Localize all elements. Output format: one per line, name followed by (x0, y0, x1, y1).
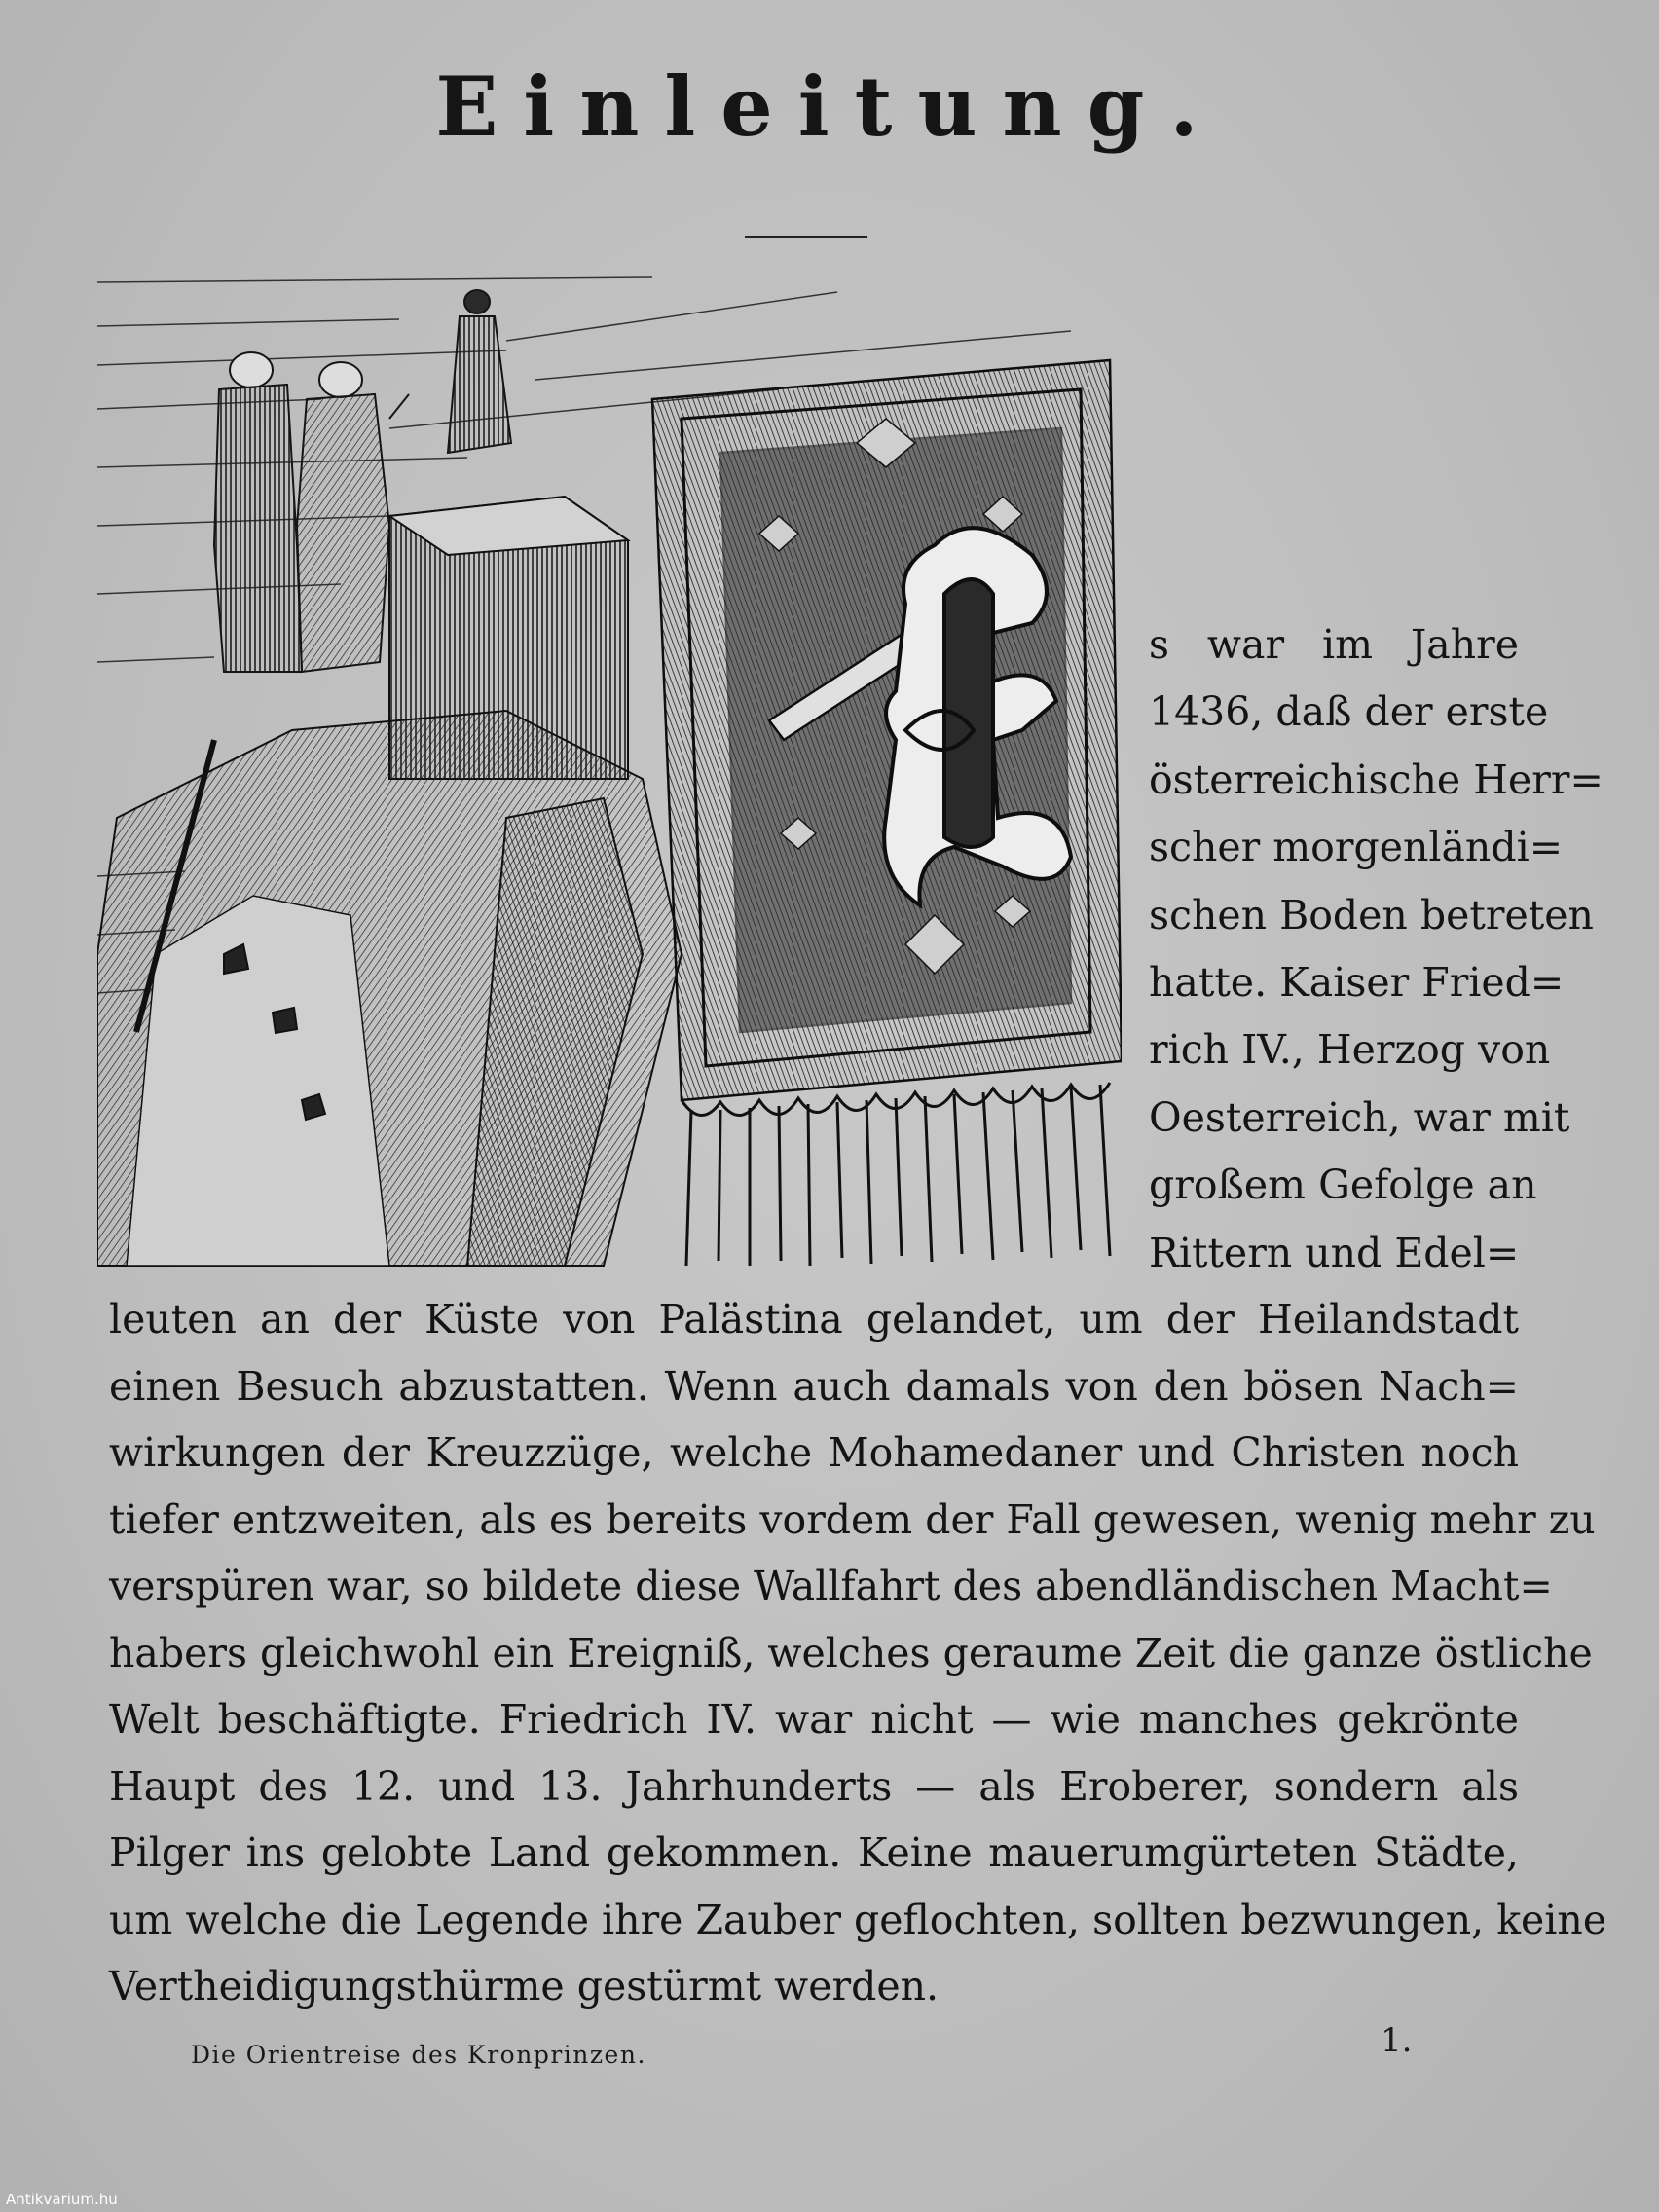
text-line: schen Boden betreten (1149, 891, 1594, 939)
text-line: habers gleichwohl ein Ereigniß, welches geraume Zeit die ganze östliche (109, 1629, 1593, 1677)
text-line: hatte. Kaiser Fried= (1149, 959, 1565, 1007)
text-line: leuten an der Küste von Palästina gelandet, um der Heilandstadt (109, 1296, 1519, 1343)
page-number: 1. (1381, 2021, 1413, 2060)
text-line: s war im Jahre (1149, 621, 1519, 668)
text-line: Rittern und Edel= (1149, 1229, 1520, 1276)
chapter-title: Einleitung. (435, 58, 1224, 155)
text-line: österreichische Herr= (1149, 756, 1604, 803)
text-line: großem Gefolge an (1149, 1161, 1537, 1209)
rug (652, 360, 1122, 1266)
draped-cloth (97, 711, 682, 1266)
text-line: verspüren war, so bildete diese Wallfahrt des abendländischen Macht= (109, 1563, 1553, 1609)
text-line: Haupt des 12. und 13. Jahrhunderts — als Eroberer, sondern als (109, 1762, 1519, 1810)
text-line: Vertheidigungsthürme gestürmt werden. (109, 1963, 940, 2009)
text-line: wirkungen der Kreuzzüge, welche Mohamedaner und Christen noch (109, 1429, 1519, 1476)
running-footer-title: Die Orientreise des Kronprinzen. (191, 2041, 646, 2069)
body-text (109, 1286, 1607, 2020)
text-line: 1436, daß der erste (1149, 688, 1549, 736)
text-line: einen Besuch abzustatten. Wenn auch damals von den bösen Nach= (109, 1362, 1519, 1410)
text-line: scher morgenländi= (1149, 824, 1564, 871)
figure-distant (448, 290, 511, 453)
text-line: um welche die Legende ihre Zauber geflochten, sollten bezwungen, keine (109, 1896, 1607, 1943)
rug-fringe (682, 1083, 1110, 1266)
title-divider (745, 236, 867, 238)
text-line: Oesterreich, war mit (1149, 1093, 1570, 1141)
text-line: Welt beschäftigte. Friedrich IV. war nicht — wie manches gekrönte (109, 1696, 1519, 1743)
text-line: tiefer entzweiten, als es bereits vordem der Fall gewesen, wenig mehr zu (109, 1495, 1596, 1543)
text-line: rich IV., Herzog von (1149, 1026, 1551, 1074)
dropcap-side-text (1149, 611, 1604, 1287)
engraving-illustration (97, 273, 1122, 1271)
figures-walking (214, 352, 409, 672)
text-line: Pilger ins gelobte Land gekommen. Keine mauerumgürteten Städte, (109, 1829, 1519, 1876)
watermark: Antikvarium.hu (6, 2191, 118, 2208)
